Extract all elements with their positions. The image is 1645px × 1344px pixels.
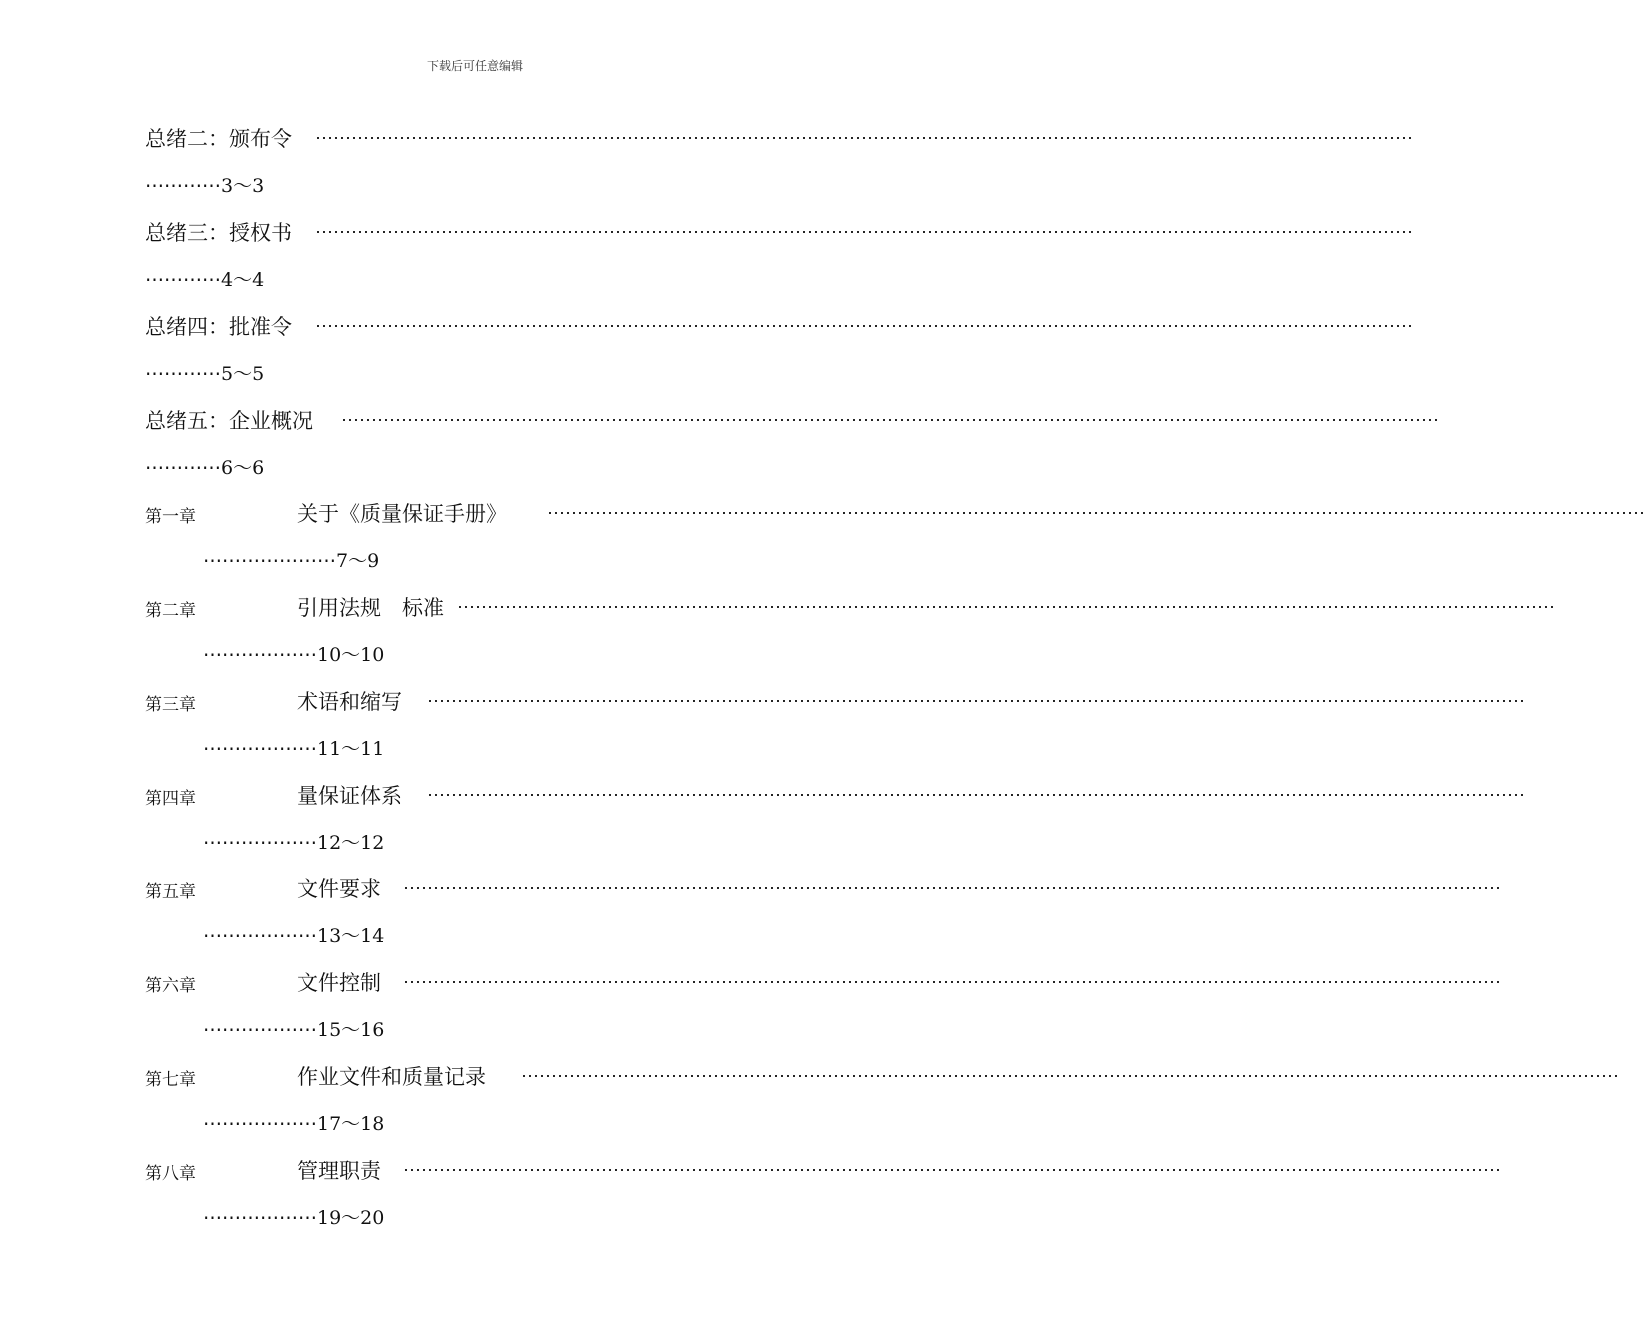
toc-chapter-number: 第五章 <box>145 882 196 902</box>
toc-chapter-title: 文件要求 <box>297 877 381 901</box>
toc-leader-dots: ⋯⋯⋯⋯⋯⋯ <box>203 1207 317 1229</box>
toc-chapter-number: 第四章 <box>145 789 196 809</box>
toc-chapter-title: 术语和缩写 <box>297 690 402 714</box>
toc-leader-dots: ⋯⋯⋯⋯⋯⋯⋯⋯⋯⋯⋯⋯⋯⋯⋯⋯⋯⋯⋯⋯⋯⋯⋯⋯⋯⋯⋯⋯⋯⋯⋯⋯⋯⋯⋯⋯⋯⋯⋯⋯⋯⋯⋯⋯⋯⋯⋯⋯⋯⋯⋯⋯⋯⋯⋯⋯⋯⋯⋯⋯⋯ <box>427 691 1525 712</box>
toc-chapter-title: 关于《质量保证手册》 <box>297 502 507 526</box>
toc-entry-label: 总绪二：颁布令 <box>145 127 292 151</box>
toc-leader-dots: ⋯⋯⋯⋯⋯⋯⋯⋯⋯⋯⋯⋯⋯⋯⋯⋯⋯⋯⋯⋯⋯⋯⋯⋯⋯⋯⋯⋯⋯⋯⋯⋯⋯⋯⋯⋯⋯⋯⋯⋯⋯⋯⋯⋯⋯⋯⋯⋯⋯⋯⋯⋯⋯⋯⋯⋯⋯⋯⋯⋯⋯ <box>403 878 1501 899</box>
toc-entry-label: 总绪五：企业概况 <box>145 409 313 433</box>
toc-leader-dots: ⋯⋯⋯⋯⋯⋯⋯⋯⋯⋯⋯⋯⋯⋯⋯⋯⋯⋯⋯⋯⋯⋯⋯⋯⋯⋯⋯⋯⋯⋯⋯⋯⋯⋯⋯⋯⋯⋯⋯⋯⋯⋯⋯⋯⋯⋯⋯⋯⋯⋯⋯⋯⋯⋯⋯⋯⋯⋯⋯⋯⋯ <box>315 128 1413 149</box>
toc-page-range: 4～4 <box>221 269 265 291</box>
toc-leader-dots: ⋯⋯⋯⋯ <box>145 175 221 197</box>
toc-page-range: 11～11 <box>317 738 385 760</box>
toc-chapter-number: 第三章 <box>145 695 196 715</box>
toc-page-range: 15～16 <box>317 1019 385 1041</box>
toc-leader-dots: ⋯⋯⋯⋯⋯⋯⋯⋯⋯⋯⋯⋯⋯⋯⋯⋯⋯⋯⋯⋯⋯⋯⋯⋯⋯⋯⋯⋯⋯⋯⋯⋯⋯⋯⋯⋯⋯⋯⋯⋯⋯⋯⋯⋯⋯⋯⋯⋯⋯⋯⋯⋯⋯⋯⋯⋯⋯⋯⋯⋯⋯ <box>521 1066 1619 1087</box>
toc-chapter-title: 作业文件和质量记录 <box>297 1065 486 1089</box>
toc-chapter-number: 第一章 <box>145 507 196 527</box>
toc-leader-dots: ⋯⋯⋯⋯⋯⋯⋯⋯⋯⋯⋯⋯⋯⋯⋯⋯⋯⋯⋯⋯⋯⋯⋯⋯⋯⋯⋯⋯⋯⋯⋯⋯⋯⋯⋯⋯⋯⋯⋯⋯⋯⋯⋯⋯⋯⋯⋯⋯⋯⋯⋯⋯⋯⋯⋯⋯⋯⋯⋯⋯⋯ <box>457 597 1555 618</box>
toc-chapter-number: 第八章 <box>145 1164 196 1184</box>
toc-chapter-title: 文件控制 <box>297 971 381 995</box>
toc-leader-dots: ⋯⋯⋯⋯⋯⋯ <box>203 1019 317 1041</box>
toc-page-range: 7～9 <box>336 550 380 572</box>
toc-leader-dots: ⋯⋯⋯⋯ <box>145 363 221 385</box>
toc-leader-dots: ⋯⋯⋯⋯⋯⋯⋯⋯⋯⋯⋯⋯⋯⋯⋯⋯⋯⋯⋯⋯⋯⋯⋯⋯⋯⋯⋯⋯⋯⋯⋯⋯⋯⋯⋯⋯⋯⋯⋯⋯⋯⋯⋯⋯⋯⋯⋯⋯⋯⋯⋯⋯⋯⋯⋯⋯⋯⋯⋯⋯⋯ <box>403 1160 1501 1181</box>
toc-page-range: 19～20 <box>317 1207 385 1229</box>
toc-leader-dots: ⋯⋯⋯⋯ <box>145 269 221 291</box>
toc-page-range: 17～18 <box>317 1113 385 1135</box>
toc-entry-label: 总绪四：批准令 <box>145 315 292 339</box>
toc-leader-dots: ⋯⋯⋯⋯⋯⋯⋯⋯⋯⋯⋯⋯⋯⋯⋯⋯⋯⋯⋯⋯⋯⋯⋯⋯⋯⋯⋯⋯⋯⋯⋯⋯⋯⋯⋯⋯⋯⋯⋯⋯⋯⋯⋯⋯⋯⋯⋯⋯⋯⋯⋯⋯⋯⋯⋯⋯⋯⋯⋯⋯⋯ <box>315 316 1413 337</box>
toc-leader-dots: ⋯⋯⋯⋯ <box>145 457 221 479</box>
toc-page-range: 6～6 <box>221 457 265 479</box>
toc-leader-dots: ⋯⋯⋯⋯⋯⋯ <box>203 832 317 854</box>
toc-chapter-number: 第二章 <box>145 601 196 621</box>
toc-leader-dots: ⋯⋯⋯⋯⋯⋯ <box>203 1113 317 1135</box>
toc-page-range: 13～14 <box>317 925 385 947</box>
toc-leader-dots: ⋯⋯⋯⋯⋯⋯ <box>203 925 317 947</box>
toc-leader-dots: ⋯⋯⋯⋯⋯⋯ <box>203 738 317 760</box>
toc-page-range: 12～12 <box>317 832 385 854</box>
page-header: 下载后可任意编辑 <box>426 59 523 73</box>
toc-page-range: 5～5 <box>221 363 265 385</box>
toc-chapter-number: 第六章 <box>145 976 196 996</box>
toc-chapter-title: 管理职责 <box>297 1159 381 1183</box>
toc-chapter-title: 引用法规 标准 <box>297 596 444 620</box>
toc-leader-dots: ⋯⋯⋯⋯⋯⋯⋯⋯⋯⋯⋯⋯⋯⋯⋯⋯⋯⋯⋯⋯⋯⋯⋯⋯⋯⋯⋯⋯⋯⋯⋯⋯⋯⋯⋯⋯⋯⋯⋯⋯⋯⋯⋯⋯⋯⋯⋯⋯⋯⋯⋯⋯⋯⋯⋯⋯⋯⋯⋯⋯⋯ <box>315 222 1413 243</box>
toc-page-range: 3～3 <box>221 175 265 197</box>
toc-page-range: 10～10 <box>317 644 385 666</box>
toc-entry-label: 总绪三：授权书 <box>145 221 292 245</box>
toc-leader-dots: ⋯⋯⋯⋯⋯⋯⋯⋯⋯⋯⋯⋯⋯⋯⋯⋯⋯⋯⋯⋯⋯⋯⋯⋯⋯⋯⋯⋯⋯⋯⋯⋯⋯⋯⋯⋯⋯⋯⋯⋯⋯⋯⋯⋯⋯⋯⋯⋯⋯⋯⋯⋯⋯⋯⋯⋯⋯⋯⋯⋯⋯ <box>341 410 1439 431</box>
toc-chapter-title: 量保证体系 <box>297 784 402 808</box>
toc-chapter-number: 第七章 <box>145 1070 196 1090</box>
toc-leader-dots: ⋯⋯⋯⋯⋯⋯⋯⋯⋯⋯⋯⋯⋯⋯⋯⋯⋯⋯⋯⋯⋯⋯⋯⋯⋯⋯⋯⋯⋯⋯⋯⋯⋯⋯⋯⋯⋯⋯⋯⋯⋯⋯⋯⋯⋯⋯⋯⋯⋯⋯⋯⋯⋯⋯⋯⋯⋯⋯⋯⋯⋯ <box>427 785 1525 806</box>
toc-leader-dots: ⋯⋯⋯⋯⋯⋯ <box>203 644 317 666</box>
toc-leader-dots: ⋯⋯⋯⋯⋯⋯⋯⋯⋯⋯⋯⋯⋯⋯⋯⋯⋯⋯⋯⋯⋯⋯⋯⋯⋯⋯⋯⋯⋯⋯⋯⋯⋯⋯⋯⋯⋯⋯⋯⋯⋯⋯⋯⋯⋯⋯⋯⋯⋯⋯⋯⋯⋯⋯⋯⋯⋯⋯⋯⋯⋯ <box>547 503 1645 524</box>
toc-leader-dots: ⋯⋯⋯⋯⋯⋯⋯ <box>203 550 336 572</box>
toc-leader-dots: ⋯⋯⋯⋯⋯⋯⋯⋯⋯⋯⋯⋯⋯⋯⋯⋯⋯⋯⋯⋯⋯⋯⋯⋯⋯⋯⋯⋯⋯⋯⋯⋯⋯⋯⋯⋯⋯⋯⋯⋯⋯⋯⋯⋯⋯⋯⋯⋯⋯⋯⋯⋯⋯⋯⋯⋯⋯⋯⋯⋯⋯ <box>403 972 1501 993</box>
